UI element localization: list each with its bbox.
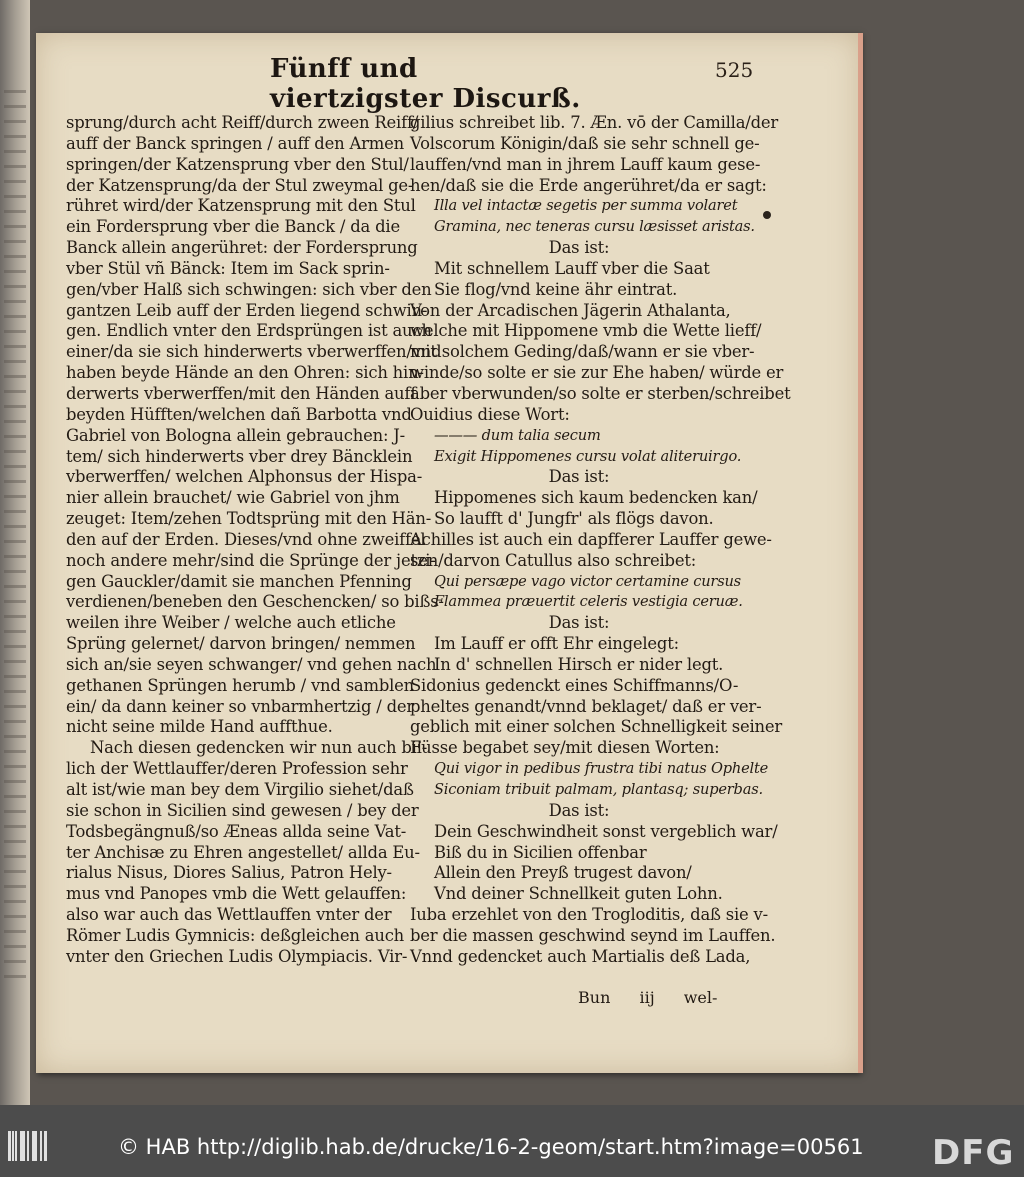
text-line: Achilles ist auch ein dapfferer Lauffer gewe- bbox=[410, 529, 772, 549]
text-line: So laufft d' Jungfr' als flögs davon. bbox=[434, 509, 714, 529]
text-line: Sie flog/vnd keine ähr eintrat. bbox=[434, 279, 678, 299]
previous-page-text-strip bbox=[4, 555, 26, 558]
text-line: verdienen/beneben den Geschencken/ so bißs- bbox=[66, 592, 444, 612]
previous-page-text-strip bbox=[4, 870, 26, 873]
text-line: Dein Geschwindheit sonst vergeblich war/ bbox=[434, 821, 778, 841]
text-line: Exigit Hippomenes cursu volat aliteruirgo. bbox=[434, 447, 742, 465]
text-line: Qui persæpe vago victor certamine cursus bbox=[434, 572, 741, 590]
text-line: Qui vigor in pedibus frustra tibi natus Ophelte bbox=[434, 760, 769, 778]
text-line: hen/daß sie die Erde angerühret/da er sagt: bbox=[410, 175, 767, 195]
text-line: Banck allein angerühret: der Fordersprung bbox=[66, 238, 418, 258]
text-line: nicht seine milde Hand auffthue. bbox=[66, 717, 333, 737]
text-line: Sidonius gedenckt eines Schiffmanns/O- bbox=[410, 675, 739, 695]
previous-page-text-strip bbox=[4, 180, 26, 183]
barcode-bar bbox=[12, 1131, 14, 1161]
previous-page-text-strip bbox=[4, 420, 26, 423]
text-line: auff der Banck springen / auff den Armen bbox=[66, 133, 404, 153]
text-line: Ouidius diese Wort: bbox=[410, 404, 570, 424]
text-line: Hippomenes sich kaum bedencken kan/ bbox=[434, 488, 758, 508]
text-line: sprung/durch acht Reiff/durch zween Reiff/ bbox=[66, 113, 419, 132]
previous-page-text-strip bbox=[4, 750, 26, 753]
text-line: alt ist/wie man bey dem Virgilio siehet/daß bbox=[66, 780, 414, 799]
barcode-bar bbox=[27, 1131, 29, 1161]
text-line: Gramina, nec teneras cursu læsisset aristas. bbox=[434, 218, 755, 236]
previous-page-text-strip bbox=[4, 450, 26, 453]
text-line: ——— dum talia secum bbox=[434, 426, 601, 444]
text-line: Mit schnellem Lauff vber die Saat bbox=[434, 258, 710, 278]
text-line: sen/darvon Catullus also schreibet: bbox=[410, 550, 697, 570]
previous-page-text-strip bbox=[4, 930, 26, 933]
previous-page-text-strip bbox=[4, 945, 26, 948]
barcode-bar bbox=[8, 1131, 11, 1161]
previous-page-text-strip bbox=[4, 435, 26, 438]
previous-page-text-strip bbox=[4, 390, 26, 393]
previous-page-text-strip bbox=[4, 255, 26, 258]
text-column-right bbox=[410, 113, 791, 968]
text-line: ber die massen geschwind seynd im Lauffen. bbox=[410, 925, 776, 945]
previous-page-text-strip bbox=[4, 630, 26, 633]
previous-page-text-strip bbox=[4, 300, 26, 303]
text-line: ter Anchisæ zu Ehren angestellet/ allda Eu- bbox=[66, 842, 420, 862]
text-line: springen/der Katzensprung vber den Stul/ bbox=[66, 154, 409, 174]
previous-page-text-strip bbox=[4, 825, 26, 828]
text-line: geblich mit einer solchen Schnelligkeit seiner bbox=[410, 717, 783, 737]
ink-blot bbox=[763, 211, 771, 219]
text-line: Das ist: bbox=[548, 800, 610, 820]
text-line: der Katzensprung/da der Stul zweymal ge- bbox=[66, 175, 414, 195]
text-line: Iuba erzehlet von den Trogloditis, daß sie v- bbox=[410, 905, 768, 925]
previous-page-text-strip bbox=[4, 765, 26, 768]
previous-page-text-strip bbox=[4, 510, 26, 513]
text-line: Flammea præuertit celeris vestigia ceruæ. bbox=[434, 593, 743, 611]
previous-page-text-strip bbox=[4, 90, 26, 93]
previous-page-text-strip bbox=[4, 525, 26, 528]
text-line: gen. Endlich vnter den Erdsprüngen ist auch bbox=[66, 321, 432, 341]
previous-page-text-strip bbox=[4, 615, 26, 618]
previous-page-text-strip bbox=[4, 375, 26, 378]
text-line: Todsbegängnuß/so Æneas allda seine Vat- bbox=[66, 821, 407, 841]
previous-page-text-strip bbox=[4, 105, 26, 108]
text-line: Biß du in Sicilien offenbar bbox=[434, 842, 647, 862]
previous-page-text-strip bbox=[4, 405, 26, 408]
barcode-bar bbox=[23, 1131, 25, 1161]
previous-page-text-strip bbox=[4, 780, 26, 783]
footer-bar bbox=[0, 1105, 1024, 1177]
text-line: Gabriel von Bologna allein gebrauchen: J- bbox=[66, 425, 405, 445]
text-line: derwerts vberwerffen/mit den Händen auff bbox=[66, 383, 417, 403]
previous-page-text-strip bbox=[4, 645, 26, 648]
previous-page-text-strip bbox=[4, 495, 26, 498]
text-line: In d' schnellen Hirsch er nider legt. bbox=[434, 654, 724, 674]
text-line: also war auch das Wettlauffen vnter der bbox=[66, 905, 392, 925]
text-line: aber vberwunden/so solte er sterben/schreibet bbox=[410, 383, 791, 403]
barcode-bar bbox=[40, 1131, 42, 1161]
previous-page-text-strip bbox=[4, 585, 26, 588]
previous-page-text-strip bbox=[4, 480, 26, 483]
text-line: sich an/sie seyen schwanger/ vnd gehen nach bbox=[66, 654, 437, 674]
previous-page-text-strip bbox=[4, 885, 26, 888]
text-line: lich der Wettlauffer/deren Profession sehr bbox=[66, 759, 408, 779]
previous-page-edge[interactable] bbox=[0, 0, 30, 1105]
text-line: vber Stül vñ Bänck: Item im Sack sprin- bbox=[66, 258, 390, 278]
previous-page-text-strip bbox=[4, 975, 26, 978]
previous-page-text-strip bbox=[4, 195, 26, 198]
text-line: tem/ sich hinderwerts vber drey Bäncklein bbox=[66, 446, 413, 466]
text-line: sie schon in Sicilien sind gewesen / bey der bbox=[66, 800, 419, 820]
previous-page-text-strip bbox=[4, 225, 26, 228]
text-line: Sprüng gelernet/ darvon bringen/ nemmen bbox=[66, 634, 416, 654]
text-line: Das ist: bbox=[548, 467, 610, 487]
text-line: den auf der Erden. Dieses/vnd ohne zweiffel bbox=[66, 529, 426, 549]
previous-page-text-strip bbox=[4, 135, 26, 138]
previous-page-text-strip bbox=[4, 705, 26, 708]
barcode-bar bbox=[15, 1131, 17, 1161]
hab-barcode-icon bbox=[8, 1131, 48, 1161]
previous-page-text-strip bbox=[4, 690, 26, 693]
previous-page-text-strip bbox=[4, 270, 26, 273]
previous-page-text-strip bbox=[4, 660, 26, 663]
text-line: mit solchem Geding/daß/wann er sie vber- bbox=[410, 342, 755, 362]
previous-page-text-strip bbox=[4, 960, 26, 963]
text-line: Siconiam tribuit palmam, plantasq; superbas. bbox=[434, 781, 763, 798]
text-line: welche mit Hippomene vmb die Wette lieff/ bbox=[410, 321, 762, 341]
previous-page-text-strip bbox=[4, 915, 26, 918]
previous-page-text-strip bbox=[4, 345, 26, 348]
text-line: Vnnd gedencket auch Martialis deß Lada, bbox=[410, 946, 751, 966]
previous-page-text-strip bbox=[4, 855, 26, 858]
dfg-logo: DFG bbox=[932, 1133, 1015, 1173]
previous-page-text-strip bbox=[4, 210, 26, 213]
previous-page-text-strip bbox=[4, 735, 26, 738]
barcode-bar bbox=[44, 1131, 47, 1161]
text-line: rialus Nisus, Diores Salius, Patron Hely- bbox=[66, 863, 392, 883]
catchword-signature: Bun iij wel- bbox=[578, 988, 718, 1007]
previous-page-text-strip bbox=[4, 540, 26, 543]
text-line: gilius schreibet lib. 7. Æn. vō der Camilla/der bbox=[410, 113, 779, 132]
page-header: Fünff und viertzigster Discurß. bbox=[270, 54, 581, 114]
text-line: weilen ihre Weiber / welche auch etliche bbox=[66, 613, 396, 633]
previous-page-text-strip bbox=[4, 330, 26, 333]
text-line: gen/vber Halß sich schwingen: sich vber den bbox=[66, 279, 432, 299]
text-line: nier allein brauchet/ wie Gabriel von jhm bbox=[66, 488, 400, 508]
previous-page-text-strip bbox=[4, 900, 26, 903]
previous-page-text-strip bbox=[4, 360, 26, 363]
text-line: beyden Hüfften/welchen dañ Barbotta vnd bbox=[66, 404, 412, 424]
text-line: mus vnd Panopes vmb die Wett gelauffen: bbox=[66, 884, 407, 904]
text-line: Füsse begabet sey/mit diesen Worten: bbox=[410, 738, 720, 758]
previous-page-text-strip bbox=[4, 285, 26, 288]
text-line: ein Fordersprung vber die Banck / da die bbox=[66, 217, 400, 237]
previous-page-text-strip bbox=[4, 600, 26, 603]
text-line: gethanen Sprüngen herumb / vnd samblen bbox=[66, 675, 415, 695]
page-edge bbox=[858, 33, 863, 1073]
text-line: winde/so solte er sie zur Ehe haben/ würde er bbox=[410, 363, 784, 383]
text-line: zeuget: Item/zehen Todtsprüng mit den Hän- bbox=[66, 509, 432, 529]
text-line: Volscorum Königin/daß sie sehr schnell ge- bbox=[410, 133, 760, 153]
barcode-bar bbox=[35, 1131, 37, 1161]
text-line: Vnd deiner Schnellkeit guten Lohn. bbox=[434, 884, 723, 904]
text-line: rühret wird/der Katzensprung mit den Stul bbox=[66, 196, 416, 216]
source-link[interactable]: © HAB http://diglib.hab.de/drucke/16-2-geom/start.htm?image=00561 bbox=[118, 1135, 864, 1159]
text-line: noch andere mehr/sind die Sprünge der jetzi- bbox=[66, 550, 436, 570]
text-line: lauffen/vnd man in jhrem Lauff kaum gese- bbox=[410, 154, 761, 174]
text-line: haben beyde Hände an den Ohren: sich hin- bbox=[66, 363, 424, 383]
text-line: Römer Ludis Gymnicis: deßgleichen auch bbox=[66, 925, 405, 945]
previous-page-text-strip bbox=[4, 120, 26, 123]
text-line: Illa vel intactæ segetis per summa volaret bbox=[434, 197, 738, 215]
page-number: 525 bbox=[715, 58, 754, 82]
text-line: Von der Arcadischen Jägerin Athalanta, bbox=[410, 300, 731, 320]
previous-page-text-strip bbox=[4, 465, 26, 468]
text-column-left bbox=[66, 113, 444, 968]
text-line: ein/ da dann keiner so vnbarmhertzig / der bbox=[66, 696, 415, 716]
text-line: vberwerffen/ welchen Alphonsus der Hispa- bbox=[66, 467, 423, 487]
text-line: gantzen Leib auff der Erden liegend schwin- bbox=[66, 300, 428, 320]
text-line: Das ist: bbox=[548, 613, 610, 633]
previous-page-text-strip bbox=[4, 150, 26, 153]
previous-page-text-strip bbox=[4, 720, 26, 723]
text-line: Das ist: bbox=[548, 238, 610, 258]
text-line: gen Gauckler/damit sie manchen Pfenning bbox=[66, 571, 412, 591]
text-line: Nach diesen gedencken wir nun auch bil- bbox=[90, 738, 428, 758]
previous-page-text-strip bbox=[4, 810, 26, 813]
previous-page-text-strip bbox=[4, 240, 26, 243]
previous-page-text-strip bbox=[4, 165, 26, 168]
text-line: pheltes genandt/vnnd beklaget/ daß er ver- bbox=[410, 696, 762, 716]
previous-page-text-strip bbox=[4, 795, 26, 798]
previous-page-text-strip bbox=[4, 570, 26, 573]
text-line: einer/da sie sich hinderwerts vberwerffen/vnd bbox=[66, 342, 442, 362]
text-line: Im Lauff er offt Ehr eingelegt: bbox=[434, 634, 679, 654]
previous-page-text-strip bbox=[4, 840, 26, 843]
text-line: Allein den Preyß trugest davon/ bbox=[434, 863, 692, 883]
text-line: vnter den Griechen Ludis Olympiacis. Vir- bbox=[66, 946, 408, 966]
previous-page-text-strip bbox=[4, 675, 26, 678]
previous-page-text-strip bbox=[4, 315, 26, 318]
